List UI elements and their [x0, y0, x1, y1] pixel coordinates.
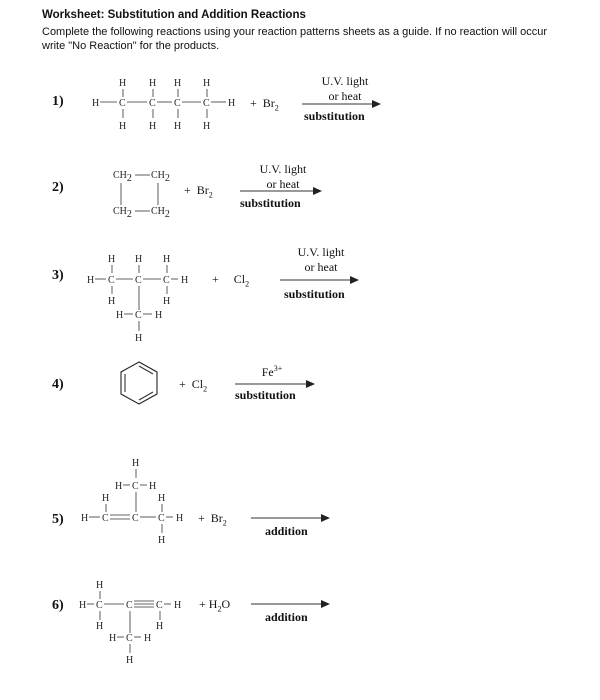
atom-h: H — [174, 78, 182, 89]
svg-text:H: H — [174, 600, 182, 611]
svg-text:H: H — [144, 633, 152, 644]
label-6: addition — [265, 610, 308, 624]
atom-h: H — [119, 121, 127, 132]
svg-text:H: H — [158, 535, 166, 546]
label-3: substitution — [284, 287, 345, 301]
reagent-4: + $Cl_2$ — [179, 377, 208, 394]
svg-text:C: C — [135, 275, 142, 286]
svg-text:H: H — [163, 296, 171, 307]
svg-text:H: H — [81, 513, 89, 524]
alkyne-structure — [79, 580, 181, 666]
catalyst-4: $Fe^{3+}$ — [261, 364, 283, 379]
butane-structure — [92, 78, 235, 132]
svg-text:CH2: CH2 — [151, 206, 170, 220]
svg-text:C: C — [135, 310, 142, 321]
svg-text:H: H — [102, 493, 110, 504]
atom-h: H — [92, 98, 100, 109]
svg-text:H: H — [108, 254, 116, 265]
atom-h: H — [203, 78, 211, 89]
svg-text:H: H — [108, 296, 116, 307]
benzene-ring — [121, 362, 157, 404]
svg-text:C: C — [126, 600, 133, 611]
svg-text:H: H — [163, 254, 171, 265]
ch2-group: CH — [113, 206, 127, 217]
alkene-structure — [81, 458, 183, 546]
svg-text:C: C — [108, 275, 115, 286]
svg-text:H: H — [115, 481, 123, 492]
atom-h: H — [228, 98, 236, 109]
svg-text:C: C — [163, 275, 170, 286]
label-1: substitution — [304, 109, 365, 123]
reaction-number-3: 3) — [52, 268, 64, 283]
svg-text:CH2: CH2 — [113, 170, 132, 184]
label-5: addition — [265, 524, 308, 538]
svg-text:CH2: CH2 — [113, 206, 132, 220]
svg-text:H: H — [132, 458, 140, 469]
svg-text:H: H — [109, 633, 117, 644]
worksheet-title: Worksheet: Substitution and Addition Reactions — [42, 9, 306, 21]
atom-c: C — [149, 98, 156, 109]
atom-h: H — [174, 121, 182, 132]
ch2-group: CH — [151, 206, 165, 217]
cyclobutane-structure — [113, 170, 170, 220]
reaction-number-4: 4) — [52, 377, 64, 392]
atom-c: C — [119, 98, 126, 109]
svg-text:H: H — [116, 310, 124, 321]
svg-text:H: H — [181, 275, 189, 286]
reaction-number-5: 5) — [52, 512, 64, 527]
svg-text:C: C — [132, 513, 139, 524]
svg-text:H: H — [156, 621, 164, 632]
svg-text:H: H — [158, 493, 166, 504]
svg-text:H: H — [135, 254, 143, 265]
svg-text:H: H — [149, 481, 157, 492]
svg-text:C: C — [156, 600, 163, 611]
svg-text:C: C — [132, 481, 139, 492]
reagent-3: + $Cl_2$ — [212, 272, 250, 289]
condition-3: U.V. light or heat — [297, 245, 345, 274]
ch2-group: CH — [113, 170, 127, 181]
reaction-number-1: 1) — [52, 94, 64, 109]
reagent-2: + $Br_2$ — [184, 183, 213, 200]
reaction-number-2: 2) — [52, 180, 64, 195]
svg-text:H: H — [126, 655, 134, 666]
reagent-6: + $H_2O$ — [199, 597, 231, 614]
svg-text:C: C — [126, 633, 133, 644]
label-2: substitution — [240, 196, 301, 210]
svg-text:H: H — [135, 333, 143, 344]
svg-text:H: H — [87, 275, 95, 286]
atom-c: C — [203, 98, 210, 109]
atom-h: H — [119, 78, 127, 89]
atom-c: C — [174, 98, 181, 109]
condition-1: U.V. light or heat — [321, 74, 369, 103]
branched-alkane-structure — [87, 254, 188, 344]
svg-text:H: H — [155, 310, 163, 321]
svg-text:C: C — [102, 513, 109, 524]
svg-text:CH2: CH2 — [151, 170, 170, 184]
atom-h: H — [203, 121, 211, 132]
condition-2: U.V. light or heat — [259, 162, 307, 191]
reagent-5: + $Br_2$ — [198, 511, 227, 528]
svg-text:H: H — [176, 513, 184, 524]
svg-text:H: H — [96, 580, 104, 591]
worksheet-instructions: Complete the following reactions using your reaction patterns sheets as a guide. If no reaction will occur write "No Reaction" for the products. — [42, 26, 548, 52]
ch2-group: CH — [151, 170, 165, 181]
svg-text:C: C — [158, 513, 165, 524]
svg-text:H: H — [79, 600, 87, 611]
reaction-number-6: 6) — [52, 598, 64, 613]
label-4: substitution — [235, 388, 296, 402]
svg-text:H: H — [96, 621, 104, 632]
reagent-1: + $Br_2$ — [250, 96, 279, 113]
atom-h: H — [149, 78, 157, 89]
svg-text:C: C — [96, 600, 103, 611]
atom-h: H — [149, 121, 157, 132]
